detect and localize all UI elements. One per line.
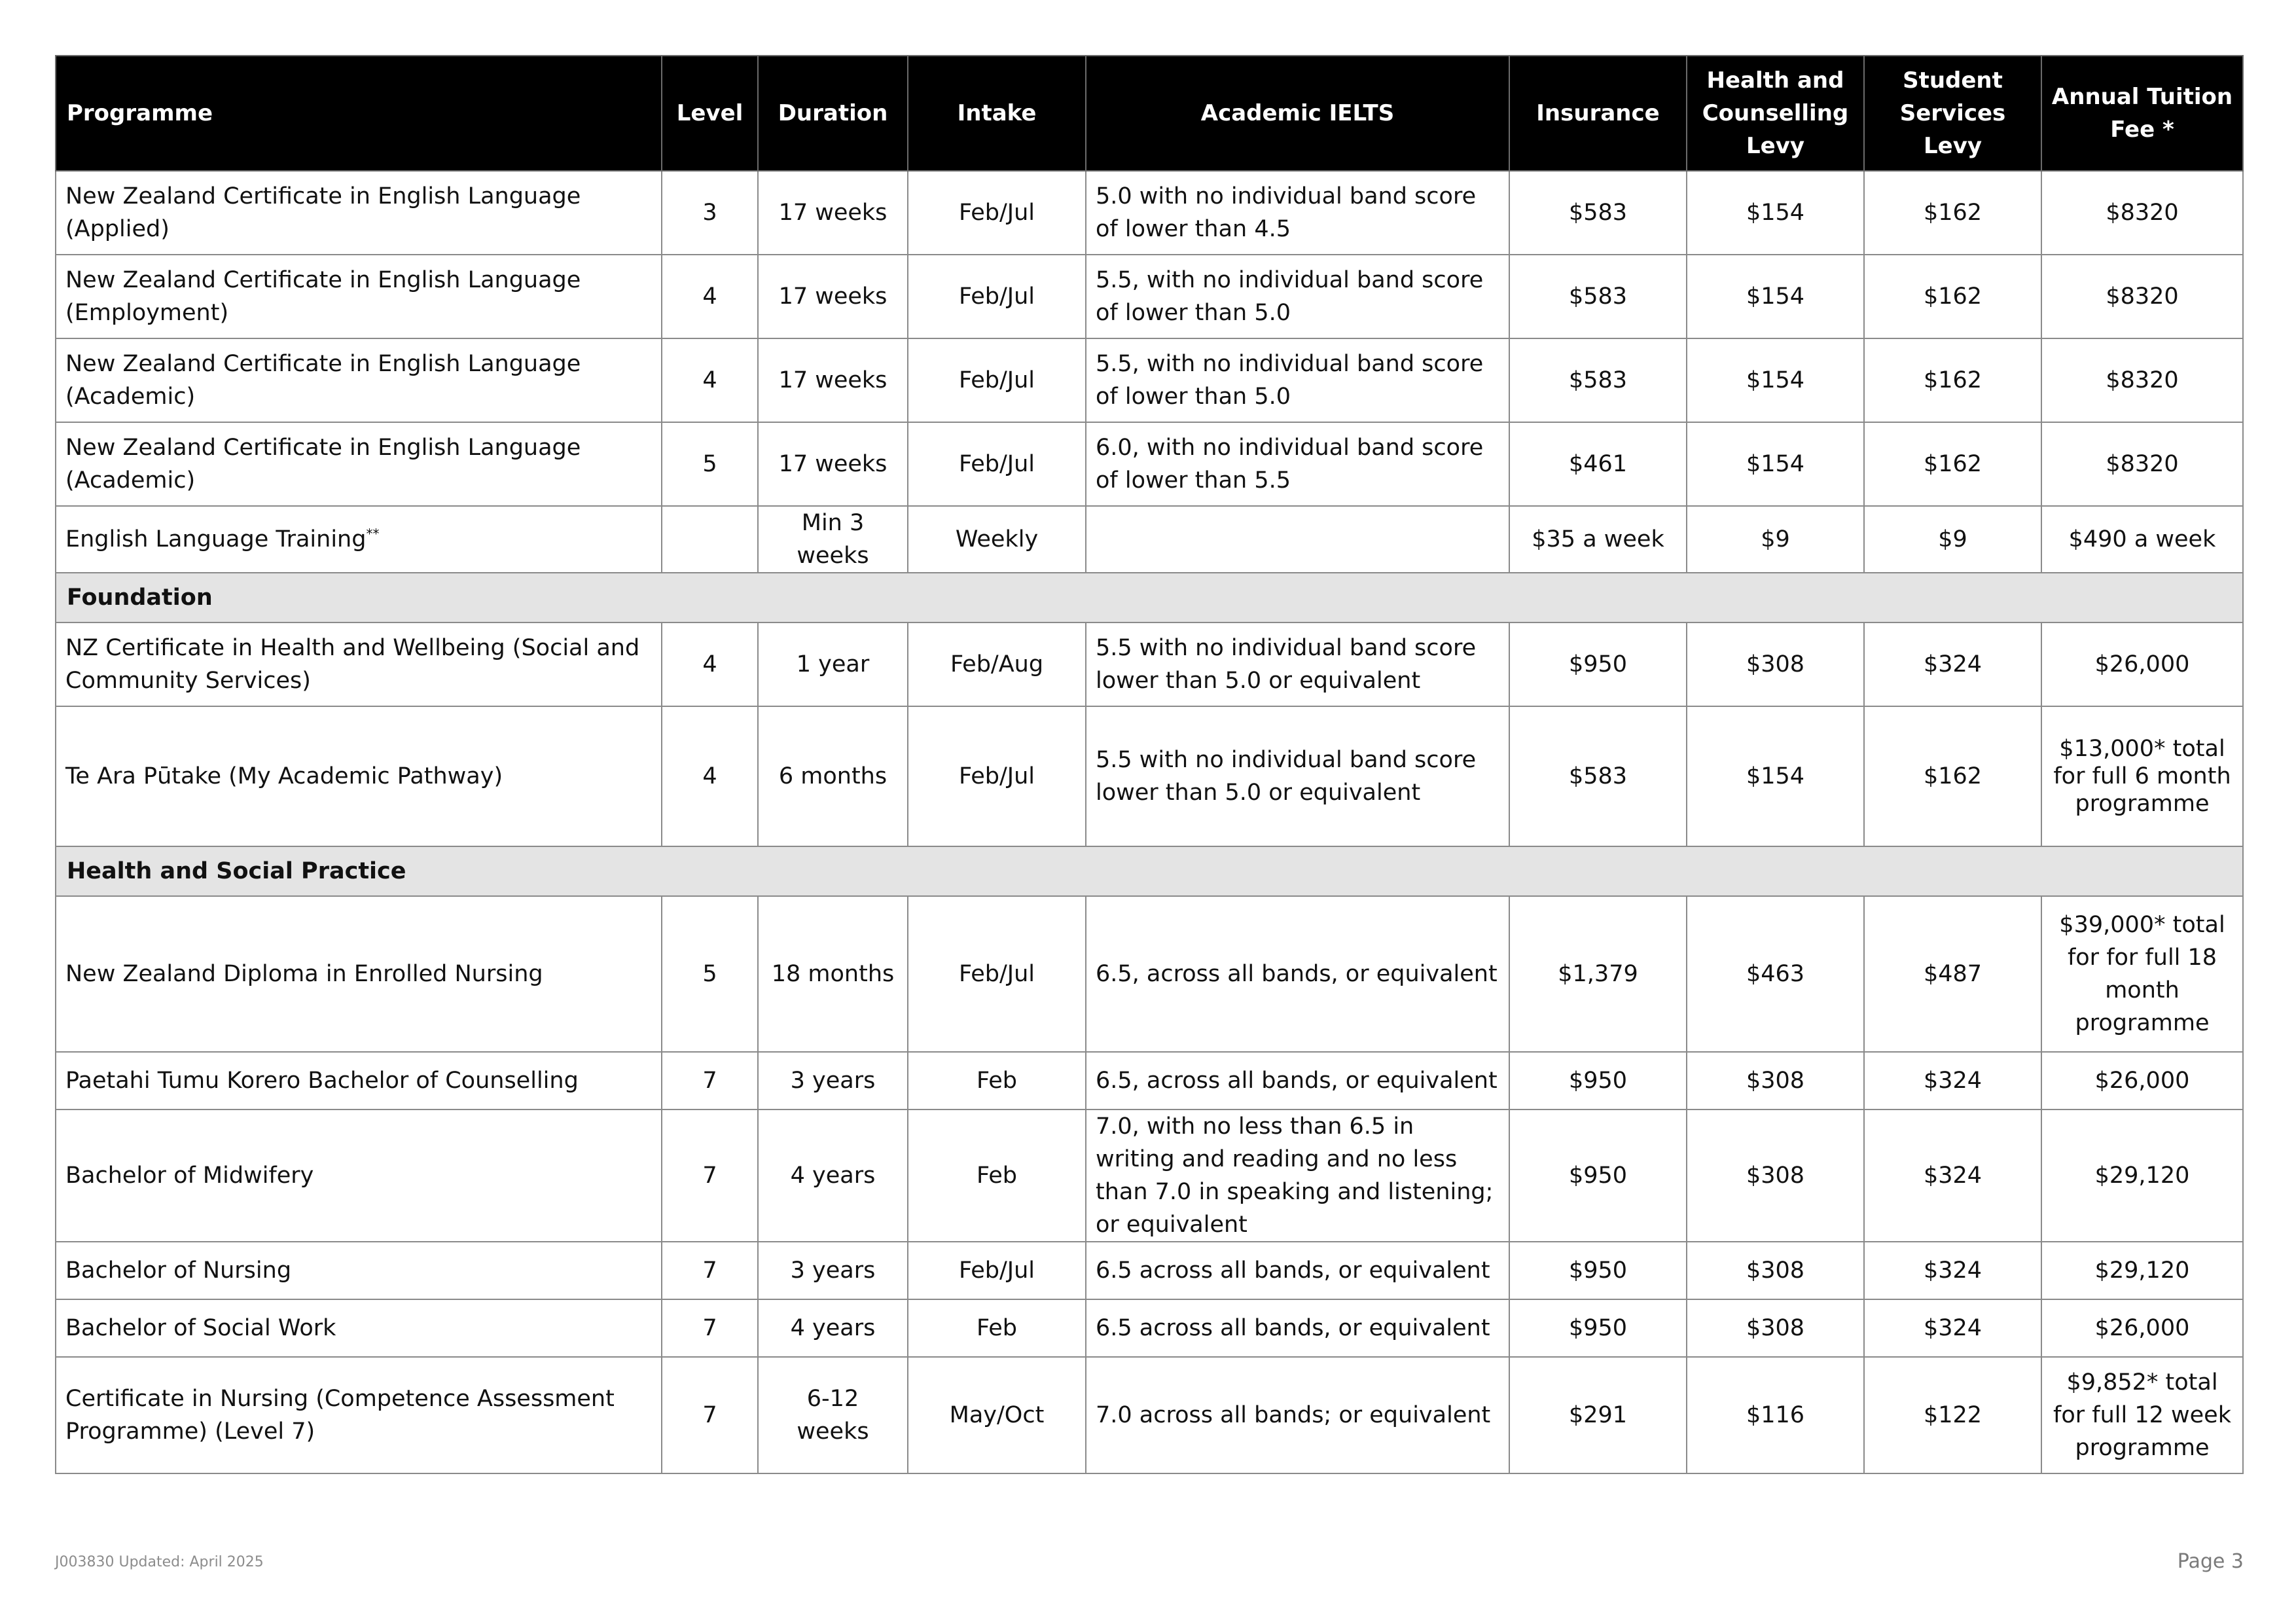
cell-intake: Feb/Jul [908,171,1086,255]
cell-insurance: $1,379 [1509,896,1687,1052]
cell-level: 7 [662,1110,758,1242]
cell-health-levy: $116 [1687,1357,1864,1473]
cell-level [662,506,758,573]
cell-insurance: $950 [1509,1242,1687,1299]
cell-services-levy: $324 [1864,623,2041,706]
cell-programme: New Zealand Certificate in English Language (Employment) [56,255,662,338]
cell-insurance: $35 a week [1509,506,1687,573]
cell-health-levy: $308 [1687,1299,1864,1357]
cell-tuition: $8320 [2041,255,2243,338]
cell-tuition: $26,000 [2041,1052,2243,1110]
table-row [56,896,2243,1052]
cell-insurance: $583 [1509,255,1687,338]
cell-health-levy: $154 [1687,422,1864,506]
table-row [56,506,2243,573]
cell-programme: Bachelor of Social Work [56,1299,662,1357]
cell-health-levy: $154 [1687,706,1864,846]
cell-intake: May/Oct [908,1357,1086,1473]
cell-duration: 17 weeks [758,255,908,338]
cell-insurance: $950 [1509,1299,1687,1357]
cell-level: 7 [662,1052,758,1110]
document-code: J003830 Updated: April 2025 [55,1554,264,1570]
cell-health-levy: $9 [1687,506,1864,573]
cell-ielts: 6.0, with no individual band score of lower than 5.5 [1086,422,1509,506]
cell-tuition: $13,000* total for full 6 month programme [2041,706,2243,846]
section-title: Health and Social Practice [56,846,2243,896]
cell-ielts: 6.5 across all bands, or equivalent [1086,1299,1509,1357]
cell-insurance: $583 [1509,338,1687,422]
cell-tuition: $26,000 [2041,1299,2243,1357]
cell-duration: 6-12 weeks [758,1357,908,1473]
cell-ielts: 6.5 across all bands, or equivalent [1086,1242,1509,1299]
cell-intake: Feb [908,1110,1086,1242]
cell-tuition: $39,000* total for for full 18 month programme [2041,896,2243,1052]
cell-health-levy: $154 [1687,171,1864,255]
cell-ielts: 5.5, with no individual band score of lower than 5.0 [1086,338,1509,422]
cell-intake: Feb/Jul [908,1242,1086,1299]
cell-tuition: $8320 [2041,338,2243,422]
cell-level: 7 [662,1357,758,1473]
cell-level: 7 [662,1299,758,1357]
cell-services-levy: $162 [1864,422,2041,506]
cell-programme: Bachelor of Midwifery [56,1110,662,1242]
cell-intake: Feb/Jul [908,896,1086,1052]
cell-programme: New Zealand Certificate in English Language (Academic) [56,422,662,506]
section-title: Foundation [56,573,2243,623]
table-row [56,422,2243,506]
table-row [56,338,2243,422]
table-header-row [56,56,2243,171]
cell-level: 5 [662,422,758,506]
header-ielts: Academic IELTS [1086,56,1509,171]
table-row [56,1357,2243,1473]
cell-level: 4 [662,338,758,422]
cell-tuition: $9,852* total for full 12 week programme [2041,1357,2243,1473]
cell-health-levy: $308 [1687,1242,1864,1299]
table-row [56,255,2243,338]
header-intake: Intake [908,56,1086,171]
cell-level: 4 [662,623,758,706]
cell-intake: Weekly [908,506,1086,573]
programme-text: English Language Training [65,526,367,552]
cell-level: 5 [662,896,758,1052]
cell-duration: Min 3 weeks [758,506,908,573]
table-row [56,706,2243,846]
cell-duration: 3 years [758,1052,908,1110]
header-programme: Programme [56,56,662,171]
cell-health-levy: $308 [1687,623,1864,706]
cell-insurance: $583 [1509,171,1687,255]
cell-intake: Feb/Jul [908,422,1086,506]
header-services-levy: Student Services Levy [1864,56,2041,171]
cell-programme: Bachelor of Nursing [56,1242,662,1299]
cell-ielts: 5.0 with no individual band score of lower than 4.5 [1086,171,1509,255]
cell-programme: New Zealand Certificate in English Language (Academic) [56,338,662,422]
cell-level: 7 [662,1242,758,1299]
cell-tuition: $8320 [2041,171,2243,255]
cell-tuition: $490 a week [2041,506,2243,573]
cell-level: 3 [662,171,758,255]
cell-duration: 1 year [758,623,908,706]
cell-services-levy: $122 [1864,1357,2041,1473]
cell-ielts: 5.5 with no individual band score lower than 5.0 or equivalent [1086,623,1509,706]
table-row [56,623,2243,706]
cell-health-levy: $154 [1687,338,1864,422]
cell-health-levy: $463 [1687,896,1864,1052]
cell-duration: 17 weeks [758,338,908,422]
cell-services-levy: $162 [1864,171,2041,255]
cell-intake: Feb/Aug [908,623,1086,706]
cell-insurance: $950 [1509,1110,1687,1242]
cell-ielts: 5.5, with no individual band score of lower than 5.0 [1086,255,1509,338]
cell-tuition: $8320 [2041,422,2243,506]
cell-services-levy: $324 [1864,1052,2041,1110]
cell-intake: Feb [908,1052,1086,1110]
cell-insurance: $583 [1509,706,1687,846]
cell-programme: Te Ara Pūtake (My Academic Pathway) [56,706,662,846]
table-row [56,1242,2243,1299]
cell-services-levy: $9 [1864,506,2041,573]
table-row [56,1110,2243,1242]
cell-ielts: 7.0 across all bands; or equivalent [1086,1357,1509,1473]
cell-duration: 17 weeks [758,422,908,506]
cell-programme [56,506,662,573]
cell-intake: Feb/Jul [908,706,1086,846]
table-row [56,171,2243,255]
cell-services-levy: $324 [1864,1110,2041,1242]
cell-ielts [1086,506,1509,573]
cell-duration: 4 years [758,1110,908,1242]
header-duration: Duration [758,56,908,171]
cell-ielts: 7.0, with no less than 6.5 in writing and reading and no less than 7.0 in speaking and listening; or equivalent [1086,1110,1509,1242]
cell-ielts: 5.5 with no individual band score lower than 5.0 or equivalent [1086,706,1509,846]
cell-duration: 4 years [758,1299,908,1357]
cell-duration: 17 weeks [758,171,908,255]
cell-insurance: $461 [1509,422,1687,506]
cell-level: 4 [662,706,758,846]
header-insurance: Insurance [1509,56,1687,171]
cell-health-levy: $154 [1687,255,1864,338]
cell-ielts: 6.5, across all bands, or equivalent [1086,896,1509,1052]
header-level: Level [662,56,758,171]
cell-services-levy: $162 [1864,338,2041,422]
cell-tuition: $29,120 [2041,1242,2243,1299]
cell-duration: 6 months [758,706,908,846]
section-row-health-social-practice [56,846,2243,896]
cell-tuition: $29,120 [2041,1110,2243,1242]
cell-services-levy: $324 [1864,1242,2041,1299]
cell-insurance: $950 [1509,623,1687,706]
cell-level: 4 [662,255,758,338]
table-row [56,1052,2243,1110]
cell-intake: Feb/Jul [908,255,1086,338]
cell-programme: NZ Certificate in Health and Wellbeing (Social and Community Services) [56,623,662,706]
cell-programme: Certificate in Nursing (Competence Assessment Programme) (Level 7) [56,1357,662,1473]
cell-health-levy: $308 [1687,1110,1864,1242]
cell-programme: New Zealand Diploma in Enrolled Nursing [56,896,662,1052]
cell-services-levy: $487 [1864,896,2041,1052]
cell-duration: 3 years [758,1242,908,1299]
cell-duration: 18 months [758,896,908,1052]
cell-services-levy: $324 [1864,1299,2041,1357]
cell-services-levy: $162 [1864,706,2041,846]
fee-table [55,55,2244,1474]
cell-health-levy: $308 [1687,1052,1864,1110]
cell-programme: Paetahi Tumu Korero Bachelor of Counselling [56,1052,662,1110]
cell-ielts: 6.5, across all bands, or equivalent [1086,1052,1509,1110]
cell-insurance: $291 [1509,1357,1687,1473]
cell-tuition: $26,000 [2041,623,2243,706]
cell-intake: Feb/Jul [908,338,1086,422]
section-row-foundation [56,573,2243,623]
cell-insurance: $950 [1509,1052,1687,1110]
footnote-marker: ** [366,526,380,542]
cell-intake: Feb [908,1299,1086,1357]
header-tuition: Annual Tuition Fee * [2041,56,2243,171]
page-number: Page 3 [2177,1550,2244,1573]
table-row [56,1299,2243,1357]
cell-programme: New Zealand Certificate in English Language (Applied) [56,171,662,255]
header-health-levy: Health and Counselling Levy [1687,56,1864,171]
cell-services-levy: $162 [1864,255,2041,338]
